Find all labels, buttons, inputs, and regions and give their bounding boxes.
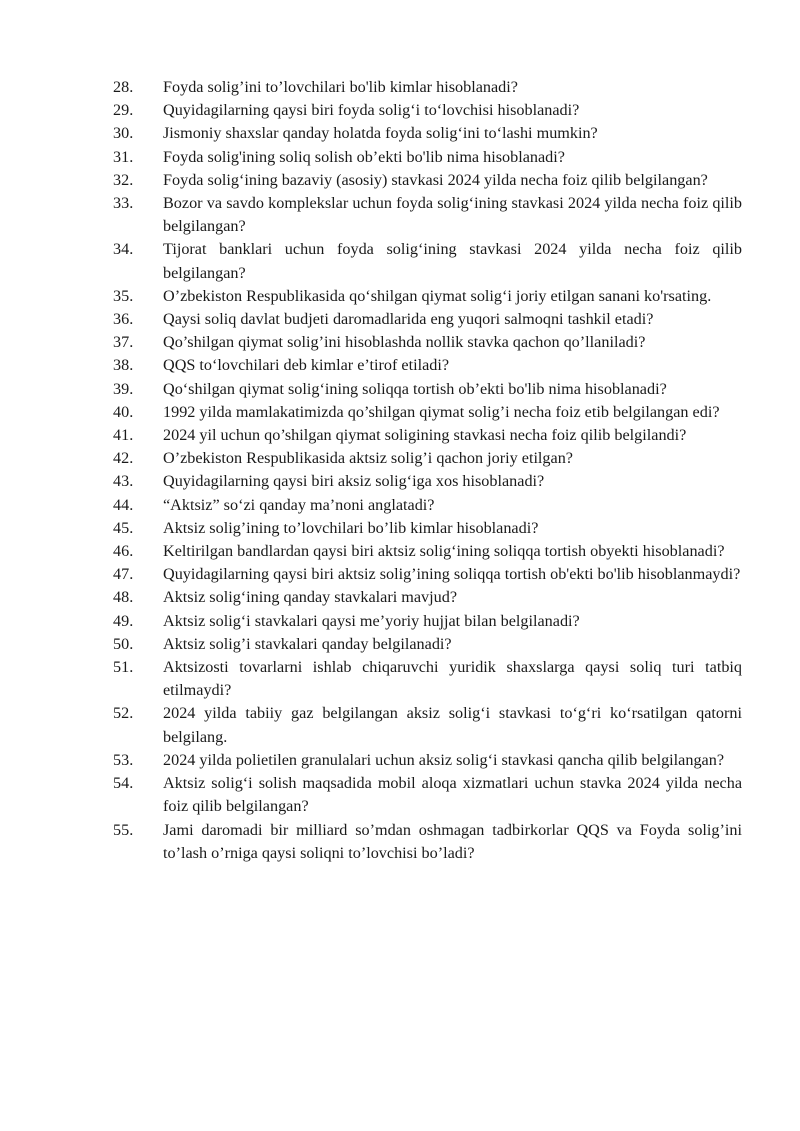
question-item: [113, 146, 742, 169]
question-item: [113, 192, 742, 238]
question-item: [113, 122, 742, 145]
question-text: Aktsizosti tovarlarni ishlab chiqaruvchi yuridik shaxslarga qaysi soliq turi tatbiq etilmaydi?: [163, 658, 742, 700]
question-item: [113, 749, 742, 772]
question-item: [113, 76, 742, 99]
question-number: 44.: [113, 495, 134, 514]
question-text: “Aktsiz” so‘zi qanday ma’noni anglatadi?: [163, 495, 435, 514]
question-text: O’zbekiston Respublikasida aktsiz solig’i qachon joriy etilgan?: [163, 449, 573, 468]
question-number: 50.: [113, 634, 134, 653]
question-number: 46.: [113, 542, 134, 561]
question-number: 49.: [113, 611, 134, 630]
question-item: [113, 494, 742, 517]
question-number: 55.: [113, 820, 134, 839]
question-number: 33.: [113, 194, 134, 213]
question-text: Qaysi soliq davlat budjeti daromadlarida eng yuqori salmoqni tashkil etadi?: [163, 310, 654, 329]
question-text: Aktsiz solig’i stavkalari qanday belgilanadi?: [163, 634, 452, 653]
question-text: Qo’shilgan qiymat solig’ini hisoblashda nollik stavka qachon qo’llaniladi?: [163, 333, 646, 352]
question-number: 35.: [113, 286, 134, 305]
question-item: [113, 702, 742, 748]
question-number: 34.: [113, 240, 134, 259]
question-text: Quyidagilarning qaysi biri aksiz solig‘iga xos hisoblanadi?: [163, 472, 545, 491]
question-text: Aktsiz solig‘ining qanday stavkalari mavjud?: [163, 588, 458, 607]
question-number: 29.: [113, 101, 134, 120]
question-number: 53.: [113, 750, 134, 769]
question-item: [113, 819, 742, 865]
question-item: [113, 540, 742, 563]
question-item: [113, 517, 742, 540]
question-item: [113, 772, 742, 818]
question-item: [113, 401, 742, 424]
question-text: Jami daromadi bir milliard so’mdan oshmagan tadbirkorlar QQS va Foyda solig’ini to’lash o’rniga qaysi soliqni to’lovchisi bo’ladi?: [163, 820, 742, 862]
question-text: 2024 yilda polietilen granulalari uchun aksiz solig‘i stavkasi qancha qilib belgilangan?: [163, 750, 725, 769]
question-number: 37.: [113, 333, 134, 352]
question-number: 43.: [113, 472, 134, 491]
question-item: [113, 308, 742, 331]
question-number: 51.: [113, 658, 134, 677]
question-text: QQS to‘lovchilari deb kimlar e’tirof etiladi?: [163, 356, 450, 375]
question-item: [113, 238, 742, 284]
question-item: [113, 285, 742, 308]
question-text: O’zbekiston Respublikasida qo‘shilgan qiymat solig‘i joriy etilgan sanani ko'rsating.: [163, 286, 712, 305]
question-number: 48.: [113, 588, 134, 607]
question-text: Jismoniy shaxslar qanday holatda foyda solig‘ini to‘lashi mumkin?: [163, 124, 598, 143]
question-text: Quyidagilarning qaysi biri foyda solig‘i to‘lovchisi hisoblanadi?: [163, 101, 580, 120]
question-number: 28.: [113, 78, 134, 96]
question-number: 38.: [113, 356, 134, 375]
question-number: 47.: [113, 565, 134, 584]
question-number: 42.: [113, 449, 134, 468]
question-item: [113, 99, 742, 122]
question-text: Bozor va savdo komplekslar uchun foyda solig‘ining stavkasi 2024 yilda necha foiz qilib belgilangan?: [163, 194, 742, 236]
question-text: Tijorat banklari uchun foyda solig‘ining stavkasi 2024 yilda necha foiz qilib belgilangan?: [163, 240, 742, 282]
question-number: 30.: [113, 124, 134, 143]
question-number: 52.: [113, 704, 134, 723]
question-item: [113, 169, 742, 192]
question-item: [113, 378, 742, 401]
question-text: 2024 yilda tabiiy gaz belgilangan aksiz solig‘i stavkasi to‘g‘ri ko‘rsatilgan qatorni belgilang.: [163, 704, 742, 746]
question-item: [113, 354, 742, 377]
question-text: Qo‘shilgan qiymat solig‘ining soliqqa tortish ob’ekti bo'lib nima hisoblanadi?: [163, 379, 667, 398]
question-item: [113, 331, 742, 354]
question-text: Keltirilgan bandlardan qaysi biri aktsiz solig‘ining soliqqa tortish obyekti hisoblanadi?: [163, 542, 725, 561]
question-item: [113, 424, 742, 447]
question-item: [113, 447, 742, 470]
question-text: Foyda solig'ining soliq solish ob’ekti bo'lib nima hisoblanadi?: [163, 147, 565, 166]
question-item: [113, 586, 742, 609]
question-item: [113, 470, 742, 493]
question-item: [113, 656, 742, 702]
question-text: Quyidagilarning qaysi biri aktsiz solig’ining soliqqa tortish ob'ekti bo'lib hisoblanmaydi?: [163, 565, 741, 584]
question-number: 45.: [113, 518, 134, 537]
question-text: Aktsiz solig’ining to’lovchilari bo’lib kimlar hisoblanadi?: [163, 518, 539, 537]
question-item: [113, 633, 742, 656]
question-item: [113, 563, 742, 586]
question-text: Aktsiz solig‘i solish maqsadida mobil aloqa xizmatlari uchun stavka 2024 yilda necha foiz qilib belgilangan?: [163, 774, 742, 816]
question-text: 1992 yilda mamlakatimizda qo’shilgan qiymat solig’i necha foiz etib belgilangan edi?: [163, 402, 720, 421]
question-number: 54.: [113, 774, 134, 793]
question-text: 2024 yil uchun qo’shilgan qiymat soligining stavkasi necha foiz qilib belgilandi?: [163, 426, 687, 445]
question-text: Foyda solig’ini to’lovchilari bo'lib kimlar hisoblanadi?: [163, 78, 518, 96]
question-number: 39.: [113, 379, 134, 398]
question-item: [113, 610, 742, 633]
question-text: Foyda solig‘ining bazaviy (asosiy) stavkasi 2024 yilda necha foiz qilib belgilangan?: [163, 170, 708, 189]
question-number: 41.: [113, 426, 134, 445]
question-number: 40.: [113, 402, 134, 421]
question-text: Aktsiz solig‘i stavkalari qaysi me’yoriy hujjat bilan belgilanadi?: [163, 611, 580, 630]
question-number: 32.: [113, 170, 134, 189]
question-list: [113, 76, 742, 865]
question-number: 36.: [113, 310, 134, 329]
question-number: 31.: [113, 147, 134, 166]
